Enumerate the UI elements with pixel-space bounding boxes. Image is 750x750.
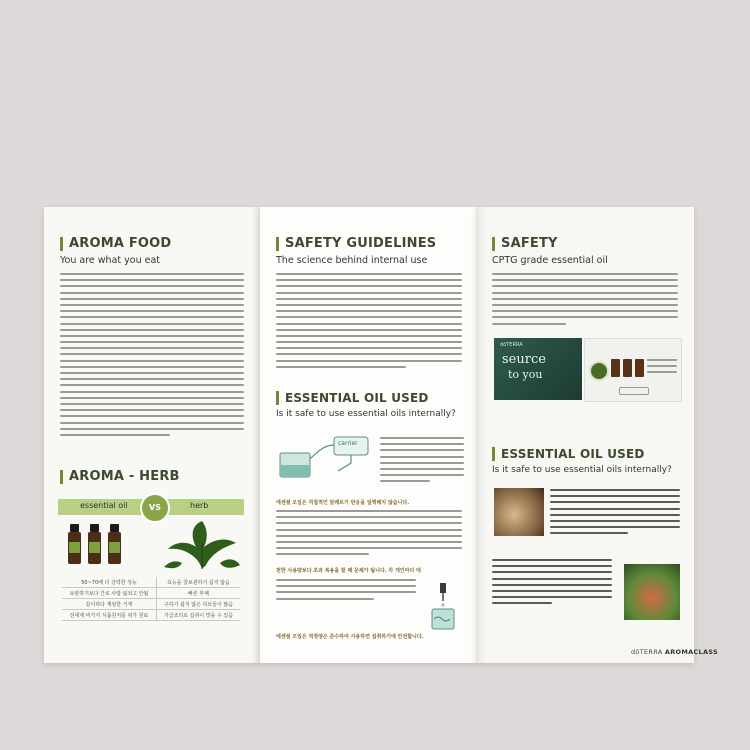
oil-bottle-image [635,359,644,377]
herb-leaf-image [162,519,242,571]
allergy-statement: 에센셜 오일은 직접적인 알레르기 반응을 일찍해지 않습니다. [276,500,410,506]
essential-oil-used-title-2: ESSENTIAL OIL USED [492,447,645,461]
footer-class: AROMACLASS [664,648,718,656]
table-row [62,610,240,621]
aroma-food-subtitle: You are what you eat [60,255,161,266]
table-row [62,577,240,588]
aroma-herb-title: AROMA - HERB [60,470,180,484]
aroma-food-body-text [60,273,244,440]
panel-safety-cptg [476,207,718,663]
food-dish-photo [624,564,680,620]
safety-guidelines-title: SAFETY GUIDELINES [276,237,436,251]
source-to-you-banner [494,338,582,400]
dosage-statement: 천한 사용량보다 초과 복용을 할 때 문제가 됩니다. 각 개인마다 대 [276,568,421,574]
promo-text [647,359,677,378]
table-cell: 50~70배 더 강력한 성능 [62,577,156,588]
oil-bottle-image [88,532,101,564]
table-cell: 구하기 쉽지 않은 허브들이 많음 [156,599,240,610]
table-row [62,599,240,610]
cptg-body-text [492,273,678,329]
table-cell: 전세계 비가지 식품원저를 위가 원료 [62,610,156,621]
banner-line2: to you [508,368,543,381]
oil-bottle-image [623,359,632,377]
essential-oil-used-subtitle-2: Is it safe to use essential oils internally? [492,465,672,475]
banner-brand: dōTERRA [500,342,523,348]
essential-oil-used-subtitle: Is it safe to use essential oils internally? [276,409,456,419]
essential-oil-used-title: ESSENTIAL OIL USED [276,391,429,405]
compare-table [62,577,240,621]
oil-bottle-image [611,359,620,377]
carrier-dilution-diagram [278,431,374,483]
table-cell: 가급조리로 섭취이 맛을 수 있음 [156,610,240,621]
table-cell: 빠른 부패 [156,588,240,599]
diagram-caption-text [380,437,464,487]
photo1-caption-text [550,489,680,539]
banner-line1: seurce [502,352,546,367]
table-cell: 효능을 끌보관하기 쉽지 않음 [156,577,240,588]
compare-left-label: essential oil [80,501,128,510]
safety-body-text [276,273,462,372]
table-row [62,588,240,599]
safety-subtitle: CPTG grade essential oil [492,255,608,266]
product-promo-card [584,338,682,402]
aroma-food-title: AROMA FOOD [60,237,171,251]
allergy-body-text [276,510,462,560]
dosage-body-text [276,579,416,604]
safe-intake-statement: 에센셜 오일은 적정양은 준수하여 사용하면 섭취하기에 안전합니다. [276,634,424,640]
cptg-seal-icon [589,361,609,381]
photo2-caption-text [492,559,612,609]
table-cell: 같이하다 계엄한 거게 [62,599,156,610]
safety-guidelines-subtitle: The science behind internal use [276,255,428,266]
footer-logo [631,648,718,656]
footer-brand: dōTERRA [631,648,663,656]
table-cell: 보관하기보다 간로 사람 잃되고 안됨 [62,588,156,599]
oil-bottle-image [108,532,121,564]
carrier-label: carrier [338,440,358,447]
compare-right-label: herb [190,501,209,510]
oil-bottle-image [68,532,81,564]
dropper-vial-icon [422,583,466,631]
safety-title: SAFETY [492,237,558,251]
promo-button[interactable] [619,387,649,395]
oil-in-spoon-photo [494,488,544,536]
brochure [44,207,718,663]
panel-aroma-food [44,207,260,663]
panel-safety-guidelines [260,207,476,663]
vs-badge: VS [140,493,170,523]
